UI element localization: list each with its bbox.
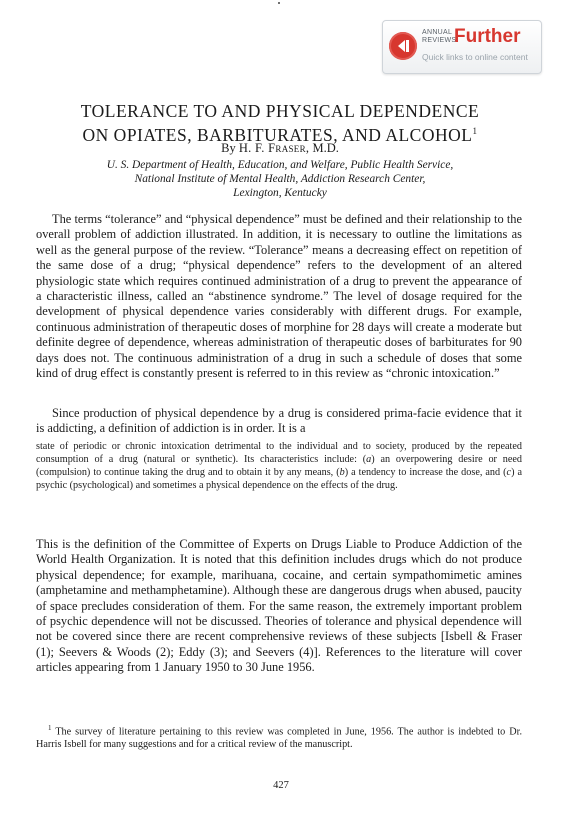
banner-reviews-text: REVIEWS bbox=[422, 37, 457, 44]
author-name: H. F. Fraser, bbox=[238, 141, 310, 155]
addiction-definition-quote bbox=[36, 440, 522, 492]
author-affiliation bbox=[60, 158, 500, 200]
banner-annual-text: ANNUAL bbox=[422, 29, 453, 36]
body-paragraph-2: Since production of physical dependence by a drug is considered prima-facie evidence that it is addicting, a definition of addiction is in order. It is a bbox=[36, 406, 522, 436]
annual-reviews-further-banner[interactable] bbox=[382, 20, 542, 74]
quote-item-b: b bbox=[339, 467, 345, 478]
quote-part-1: state of periodic or chronic intoxication detrimental to the individual and to society, produced by the repeated consumption of a drug (natural or synthetic). Its characteristics include: ( bbox=[36, 441, 522, 465]
title-line-2-text: ON OPIATES, BARBITURATES, AND ALCOHOL bbox=[82, 125, 473, 145]
quote-text bbox=[36, 440, 522, 492]
title-line-1: TOLERANCE TO AND PHYSICAL DEPENDENCE bbox=[80, 101, 480, 121]
affiliation-line-1: U. S. Department of Health, Education, and Welfare, Public Health Service, bbox=[106, 159, 454, 171]
quote-part-2: ) an overpowering desire or need (compulsion) to continue taking the drug and to obtain it by any means, ( bbox=[36, 454, 522, 478]
annual-reviews-logo-icon bbox=[389, 32, 417, 60]
quote-item-a: a bbox=[366, 454, 372, 465]
article-title bbox=[60, 101, 500, 145]
byline-by: By bbox=[221, 141, 236, 155]
banner-further-text: Further bbox=[454, 26, 521, 47]
quote-part-4: ) a psychic (psychological) and sometimes a physical dependence on the effects of the drug. bbox=[36, 467, 522, 491]
affiliation-line-2: National Institute of Mental Health, Addiction Research Center, bbox=[134, 173, 426, 185]
scan-speck bbox=[278, 2, 280, 4]
footnote-body: The survey of literature pertaining to this review was completed in June, 1956. The author is indebted to Dr. Harris Isbell for many suggestions and for a critical review of the manuscript. bbox=[36, 726, 522, 751]
page-number: 427 bbox=[273, 780, 289, 791]
quote-item-c: c bbox=[506, 467, 512, 478]
footnote-text bbox=[36, 722, 522, 751]
author-byline bbox=[60, 141, 500, 156]
body-paragraph-1: The terms “tolerance” and “physical dependence” must be defined and their relationship to the overall problem of addiction illustrated. In addition, it is necessary to outline the limitations as well as the general purpose of the review. “Tolerance” means a decreasing effect on repetition of the same dose of a drug; “physical dependence” refers to the development of an altered physiologic state which requires continued administration of a drug to prevent the appearance of a characteristic illness, called an “abstinence syndrome.” The level of dosage required for the development of physical dependence varies considerably with different drugs. For example, continuous administration of therapeutic doses of morphine for 28 days will create a moderate but definite degree of dependence, whereas administration of therapeutic doses of barbiturates for 90 days does not. The continuous administration of a drug in such a schedule of doses that some kind of drug effect is constantly present is referred to in this review as “chronic intoxication.” bbox=[36, 212, 522, 381]
banner-tagline: Quick links to online content bbox=[422, 52, 528, 62]
author-degree: M.D. bbox=[312, 141, 339, 155]
title-footnote-mark[interactable]: 1 bbox=[472, 126, 478, 136]
footnote bbox=[36, 722, 522, 751]
footnote-mark: 1 bbox=[48, 724, 52, 732]
affiliation-line-3: Lexington, Kentucky bbox=[233, 187, 327, 199]
quote-part-3: ) a tendency to increase the dose, and ( bbox=[344, 467, 507, 478]
body-paragraph-3: This is the definition of the Committee of Experts on Drugs Liable to Produce Addiction of the World Health Organization. It is noted that this definition includes drugs which do not produce physical dependence; for example, marihuana, cocaine, and certain sympathomimetic amines (amphetamine and methamphetamine). Although these are dangerous drugs when abused, paucity of space precludes consideration of them. For the same reason, the extremely important problem of psychic dependence will not be discussed. Theories of tolerance and physical dependence will not be covered since there are recent comprehensive reviews of these subjects [Isbell & Fraser (1); Seevers & Woods (2); Eddy (3); and Seevers (4)]. References to the literature will cover articles appearing from 1 January 1950 to 30 June 1956. bbox=[36, 537, 522, 675]
